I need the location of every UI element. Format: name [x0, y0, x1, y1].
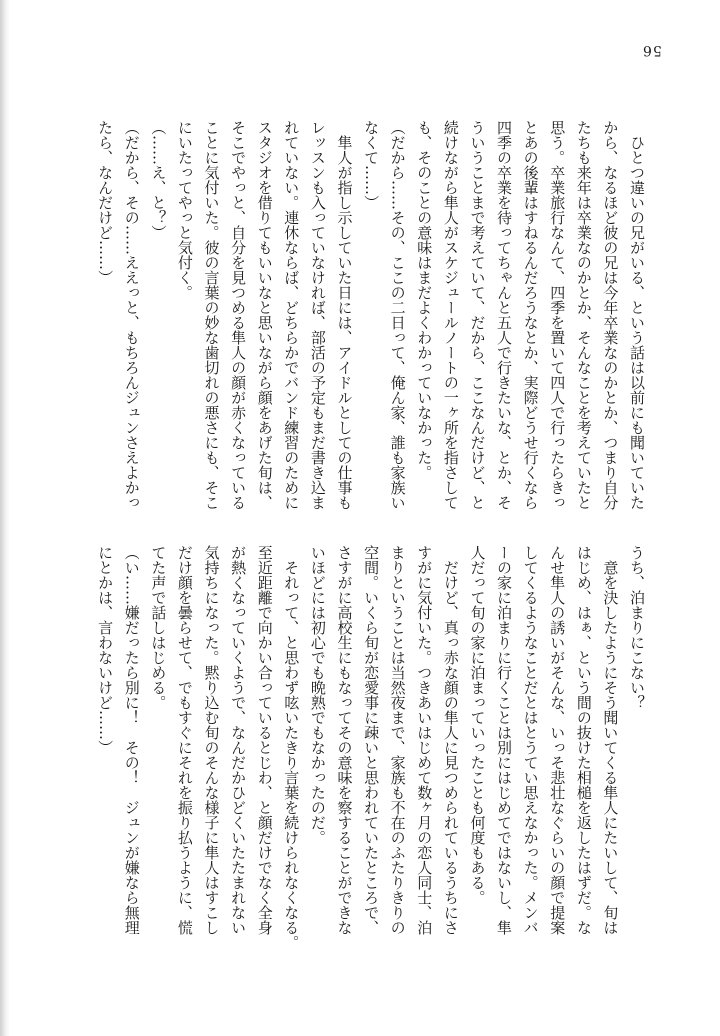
- text-column: 意を決したようにそう聞いてくる隼人にたいして、旬は: [601, 545, 620, 935]
- text-column: なくて……）: [362, 120, 381, 210]
- text-column: すがに気付いた。つきあいはじめて数ヶ月の恋人同士、泊: [415, 545, 434, 935]
- text-column: が熱くなっていくようで、なんだかひどくいたたまれない: [229, 545, 248, 935]
- text-column: はじめ、はぁ、という間の抜けた相槌を返したはずだ。な: [574, 545, 593, 935]
- text-column: （だから……その、ここの二日って、俺ん家、誰も家族い: [388, 120, 407, 510]
- text-column: も、そのことの意味はまだよくわかっていなかった。: [415, 120, 434, 480]
- text-column: ういうことまで考えていて、だから、ここなんだけど、と: [468, 120, 487, 510]
- text-column: にとかは、言わないけど……）: [96, 545, 115, 755]
- text-column: にいたってやっと気付く。: [175, 120, 194, 300]
- text-column: れていない。連休ならば、どちらかでバンド練習のために: [282, 120, 301, 510]
- text-column: とあの後輩はすねるんだろうなとか、実際どうせ行くなら: [521, 120, 540, 510]
- text-column: 隼人が指し示していた日には、アイドルとしての仕事も: [335, 120, 354, 510]
- bottom-text-tier: [96, 545, 650, 980]
- text-column: （だから、その……ええっと、もちろんジュンさえよかっ: [122, 120, 141, 510]
- text-column: 四季の卒業を待ってちゃんと五人で行きたいな、とか、そ: [495, 120, 514, 510]
- text-column: から、なるほど彼の兄は今年卒業なのかとか、つまり自分: [601, 120, 620, 510]
- text-column: （い……嫌だったら別に！ その！ ジュンが嫌なら無理: [122, 545, 141, 935]
- text-column: スタジオを借りてもいいなと思いながら顔をあげた旬は、: [255, 120, 274, 510]
- text-column: んせ隼人の誘いがそんな、いっそ悲壮なぐらいの顔で提案: [548, 545, 567, 935]
- text-column: それって、と思わず呟いたきり言葉を続けられなくなる。: [282, 545, 301, 950]
- text-column: ひとつ違いの兄がいる、という話は以前にも聞いていた: [628, 120, 646, 510]
- text-column: たら、なんだけど……）: [96, 120, 115, 285]
- text-column: まりということは当然夜まで、家族も不在のふたりきりの: [388, 545, 407, 935]
- text-column: 気持ちになった。黙り込む旬のそんな様子に隼人はすこし: [202, 545, 221, 935]
- text-column: 人だって旬の家に泊まっていったことも何度もある。: [468, 545, 487, 905]
- text-column: 至近距離で向かい合っているとじわ、と顔だけでなく全身: [255, 545, 274, 935]
- text-column: そこでやっと、自分を見つめる隼人の顔が赤くなっている: [229, 120, 248, 510]
- text-column: ーの家に泊まりに行くことは別にはじめてではないし、隼: [495, 545, 514, 935]
- text-column: うち、泊まりにこない？: [628, 545, 646, 710]
- text-column: レッスンも入っていなければ、部活の予定もまだ書き込ま: [308, 120, 327, 510]
- text-column: 空間。いくら旬が恋愛事に疎いと思われていたところで、: [362, 545, 381, 935]
- text-column: だけど、真っ赤な顔の隼人に見つめられているうちにさ: [441, 545, 460, 935]
- text-column: てた声で話しはじめる。: [149, 545, 168, 710]
- text-column: いほどには初心でも晩熟でもなかったのだ。: [308, 545, 327, 845]
- page-number: 56: [642, 42, 662, 58]
- text-column: だけ顔を曇らせて、でもすぐにそれを振り払うように、慌: [175, 545, 194, 935]
- text-column: さすがに高校生にもなってその意味を察することができな: [335, 545, 354, 935]
- page-spine-shadow: [0, 0, 10, 1036]
- text-column: してくるようなことだとはとうてい思えなかった。メンバ: [521, 545, 540, 935]
- text-column: （……え、と？）: [149, 120, 168, 240]
- text-column: 思う。卒業旅行なんて、四季を置いて四人で行ったらきっ: [548, 120, 567, 510]
- text-column: ことに気付いた。彼の言葉の妙な歯切れの悪さにも、そこ: [202, 120, 221, 510]
- top-text-tier: [96, 120, 650, 510]
- text-column: たちも来年は卒業なのかとか、そんなことを考えていたと: [574, 120, 593, 510]
- text-column: 続けながら隼人がスケジュールノートの一ヶ所を指さして: [441, 120, 460, 510]
